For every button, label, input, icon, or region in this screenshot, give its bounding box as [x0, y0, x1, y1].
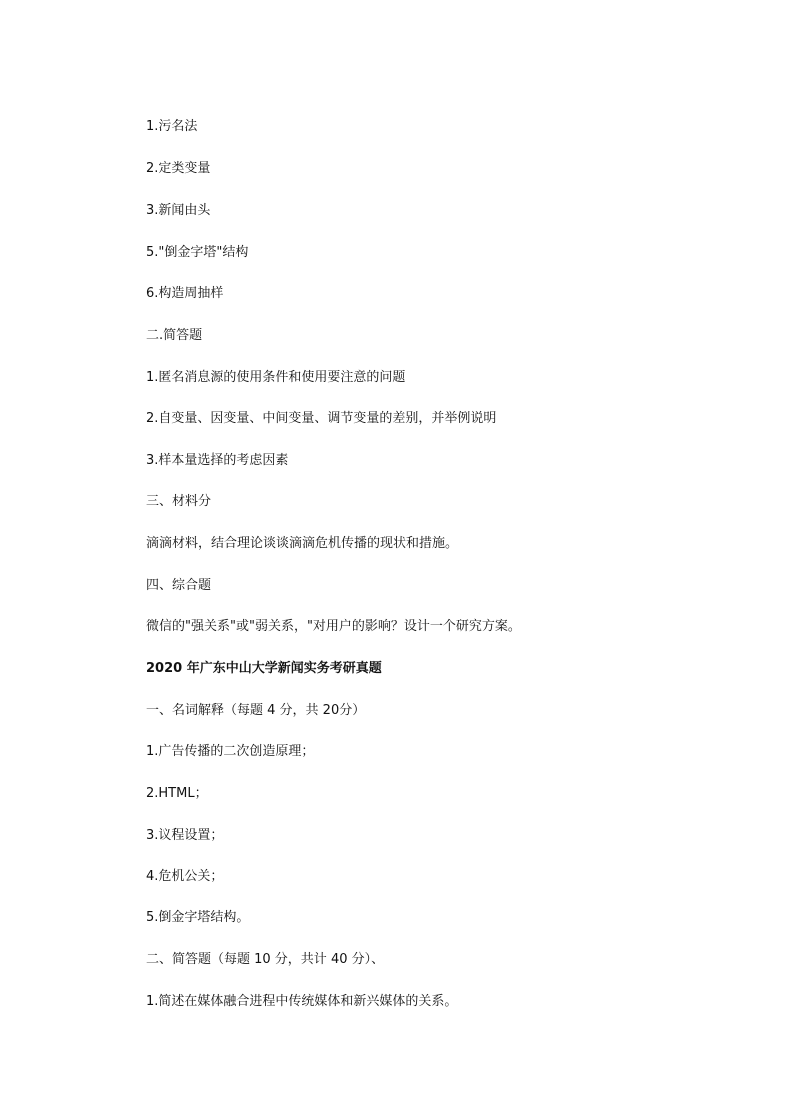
- section-heading: 一、名词解释（每题 4 分，共 20分）: [146, 703, 366, 718]
- term-item: 1.广告传播的二次创造原理；: [146, 744, 315, 759]
- section-heading: 三、材料分: [146, 494, 212, 509]
- term-item: 6.构造周抽样: [146, 286, 224, 301]
- section-heading: 二.简答题: [146, 328, 203, 343]
- term-item: 3.议程设置；: [146, 828, 224, 843]
- exam-title: 2020 年广东中山大学新闻实务考研真题: [146, 661, 382, 676]
- question-item: 微信的"强关系"或"弱关系，"对用户的影响？设计一个研究方案。: [146, 619, 521, 634]
- question-item: 3.样本量选择的考虑因素: [146, 453, 289, 468]
- question-item: 1.简述在媒体融合进程中传统媒体和新兴媒体的关系。: [146, 994, 458, 1009]
- term-item: 3.新闻由头: [146, 203, 211, 218]
- question-item: 2.自变量、因变量、中间变量、调节变量的差别，并举例说明: [146, 411, 497, 426]
- term-item: 2.定类变量: [146, 161, 211, 176]
- term-item: 2.HTML；: [146, 786, 208, 801]
- question-item: 1.匿名消息源的使用条件和使用要注意的问题: [146, 370, 406, 385]
- question-item: 滴滴材料，结合理论谈谈滴滴危机传播的现状和措施。: [146, 536, 459, 551]
- term-item: 4.危机公关；: [146, 869, 224, 884]
- section-heading: 二、简答题（每题 10 分，共计 40 分）、: [146, 952, 385, 967]
- section-heading: 四、综合题: [146, 578, 212, 593]
- term-item: 1.污名法: [146, 119, 198, 134]
- term-item: 5.倒金字塔结构。: [146, 910, 250, 925]
- term-item: 5."倒金字塔"结构: [146, 245, 249, 260]
